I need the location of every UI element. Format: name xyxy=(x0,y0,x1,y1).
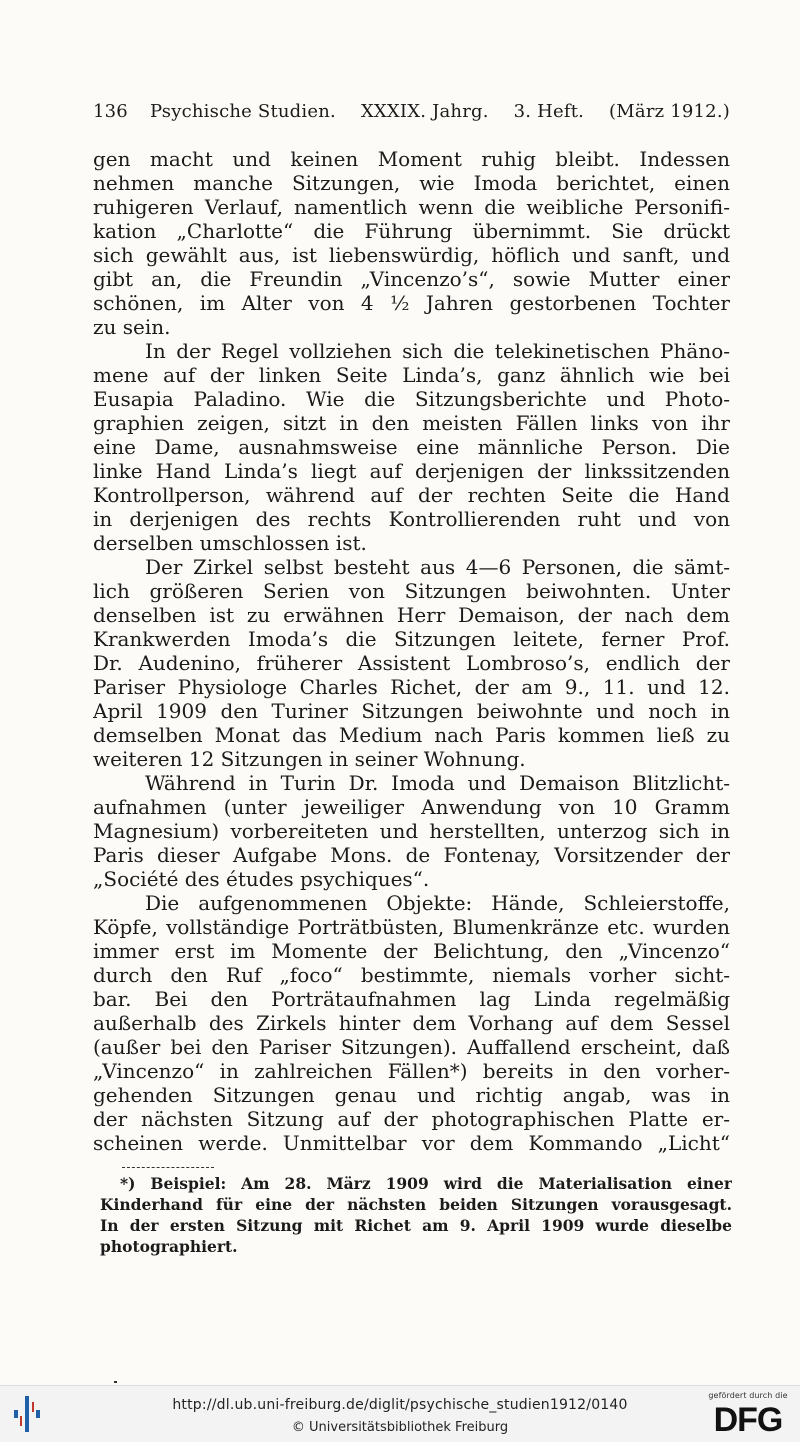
issue-date: (März 1912.) xyxy=(609,101,730,122)
text-line: April 1909 den Turiner Sitzungen beiwohnte und noch in xyxy=(93,699,730,723)
text-line: kation „Charlotte“ die Führung übernimmt. Sie drückt xyxy=(93,219,730,243)
text-line: Paris dieser Aufgabe Mons. de Fontenay, Vorsitzender der xyxy=(93,843,730,867)
text-line: sich gewählt aus, ist liebenswürdig, höflich und sanft, und xyxy=(93,243,730,267)
text-line: weiteren 12 Sitzungen in seiner Wohnung. xyxy=(93,747,526,771)
text-line: denselben ist zu erwähnen Herr Demaison, der nach dem xyxy=(93,603,730,627)
text-line: Während in Turin Dr. Imoda und Demaison Blitzlicht- xyxy=(145,771,730,795)
text-line: lich größeren Serien von Sitzungen beiwohnten. Unter xyxy=(93,579,730,603)
text-line: scheinen werde. Unmittelbar vor dem Kommando „Licht“ xyxy=(93,1131,730,1155)
text-line: schönen, im Alter von 4 ½ Jahren gestorbenen Tochter xyxy=(93,291,730,315)
scan-speck xyxy=(114,1381,117,1383)
text-line: demselben Monat das Medium nach Paris kommen ließ zu xyxy=(93,723,730,747)
text-line: Dr. Audenino, früherer Assistent Lombroso’s, endlich der xyxy=(93,651,730,675)
text-line: Die aufgenommenen Objekte: Hände, Schleierstoffe, xyxy=(145,891,730,915)
running-header xyxy=(93,101,730,122)
footnote-line: Kinderhand für eine der nächsten beiden Sitzungen vorausgesagt. xyxy=(100,1195,732,1214)
text-line: Kontrollperson, während auf der rechten Seite die Hand xyxy=(93,483,730,507)
text-line: In der Regel vollziehen sich die telekinetischen Phäno- xyxy=(145,339,730,363)
text-line: gibt an, die Freundin „Vincenzo’s“, sowie Mutter einer xyxy=(93,267,730,291)
dfg-logo-icon xyxy=(703,1402,793,1436)
main-text xyxy=(93,147,730,1155)
funding-note: gefördert durch die xyxy=(708,1391,788,1400)
text-line: außerhalb des Zirkels hinter dem Vorhang auf dem Sessel xyxy=(93,1011,730,1035)
footnote xyxy=(100,1173,732,1257)
text-line: Magnesium) vorbereiteten und herstellten, unterzog sich in xyxy=(93,819,730,843)
text-line: „Vincenzo“ in zahlreichen Fällen*) bereits in den vorher- xyxy=(93,1059,730,1083)
text-line: Der Zirkel selbst besteht aus 4—6 Personen, die sämt- xyxy=(145,555,730,579)
issue: 3. Heft. xyxy=(513,101,585,122)
text-line: durch den Ruf „foco“ bestimmte, niemals vorher sicht- xyxy=(93,963,730,987)
text-line: eine Dame, ausnahmsweise eine männliche Person. Die xyxy=(93,435,730,459)
text-line: „Société des études psychiques“. xyxy=(93,867,430,891)
footnote-line: photographiert. xyxy=(100,1237,238,1256)
dfg-funding[interactable] xyxy=(703,1391,793,1439)
text-line: immer erst im Momente der Belichtung, den „Vincenzo“ xyxy=(93,939,730,963)
text-line: gehenden Sitzungen genau und richtig angab, was in xyxy=(93,1083,730,1107)
footnote-line: In der ersten Sitzung mit Richet am 9. April 1909 wurde dieselbe xyxy=(100,1216,732,1235)
text-line: zu sein. xyxy=(93,315,171,339)
text-line: bar. Bei den Porträtaufnahmen lag Linda regelmäßig xyxy=(93,987,730,1011)
journal-title: Psychische Studien. xyxy=(149,101,336,122)
text-line: derselben umschlossen ist. xyxy=(93,531,367,555)
text-line: mene auf der linken Seite Linda’s, ganz ähnlich wie bei xyxy=(93,363,730,387)
text-line: nehmen manche Sitzungen, wie Imoda berichtet, einen xyxy=(93,171,730,195)
text-line: Krankwerden Imoda’s die Sitzungen leitete, ferner Prof. xyxy=(93,627,730,651)
page-number: 136 xyxy=(93,101,128,122)
footnote-separator xyxy=(122,1167,214,1169)
text-line: Köpfe, vollständige Porträtbüsten, Blumenkränze etc. wurden xyxy=(93,915,730,939)
text-line: graphien zeigen, sitzt in den meisten Fällen links von ihr xyxy=(93,411,730,435)
text-line: linke Hand Linda’s liegt auf derjenigen der linkssitzenden xyxy=(93,459,730,483)
volume: XXXIX. Jahrg. xyxy=(360,101,489,122)
text-line: gen macht und keinen Moment ruhig bleibt. Indessen xyxy=(93,147,730,171)
text-line: (außer bei den Pariser Sitzungen). Auffallend erscheint, daß xyxy=(93,1035,730,1059)
text-line: Eusapia Paladino. Wie die Sitzungsberichte und Photo- xyxy=(93,387,730,411)
copyright-text: © Universitätsbibliothek Freiburg xyxy=(291,1420,509,1435)
text-line: aufnahmen (unter jeweiliger Anwendung von 10 Gramm xyxy=(93,795,730,819)
footnote-line: *) Beispiel: Am 28. März 1909 wird die Materialisation einer xyxy=(120,1174,732,1193)
text-line: ruhigeren Verlauf, namentlich wenn die weibliche Personifi- xyxy=(93,195,730,219)
text-line: in derjenigen des rechts Kontrollierenden ruht und von xyxy=(93,507,730,531)
dfg-logo-text: DFG xyxy=(713,1402,783,1436)
text-line: Pariser Physiologe Charles Richet, der am 9., 11. und 12. xyxy=(93,675,730,699)
permalink-url[interactable]: http://dl.ub.uni-freiburg.de/diglit/psychische_studien1912/0140 xyxy=(172,1397,628,1413)
viewer-footer xyxy=(0,1385,800,1442)
text-line: der nächsten Sitzung auf der photographischen Platte er- xyxy=(93,1107,730,1131)
